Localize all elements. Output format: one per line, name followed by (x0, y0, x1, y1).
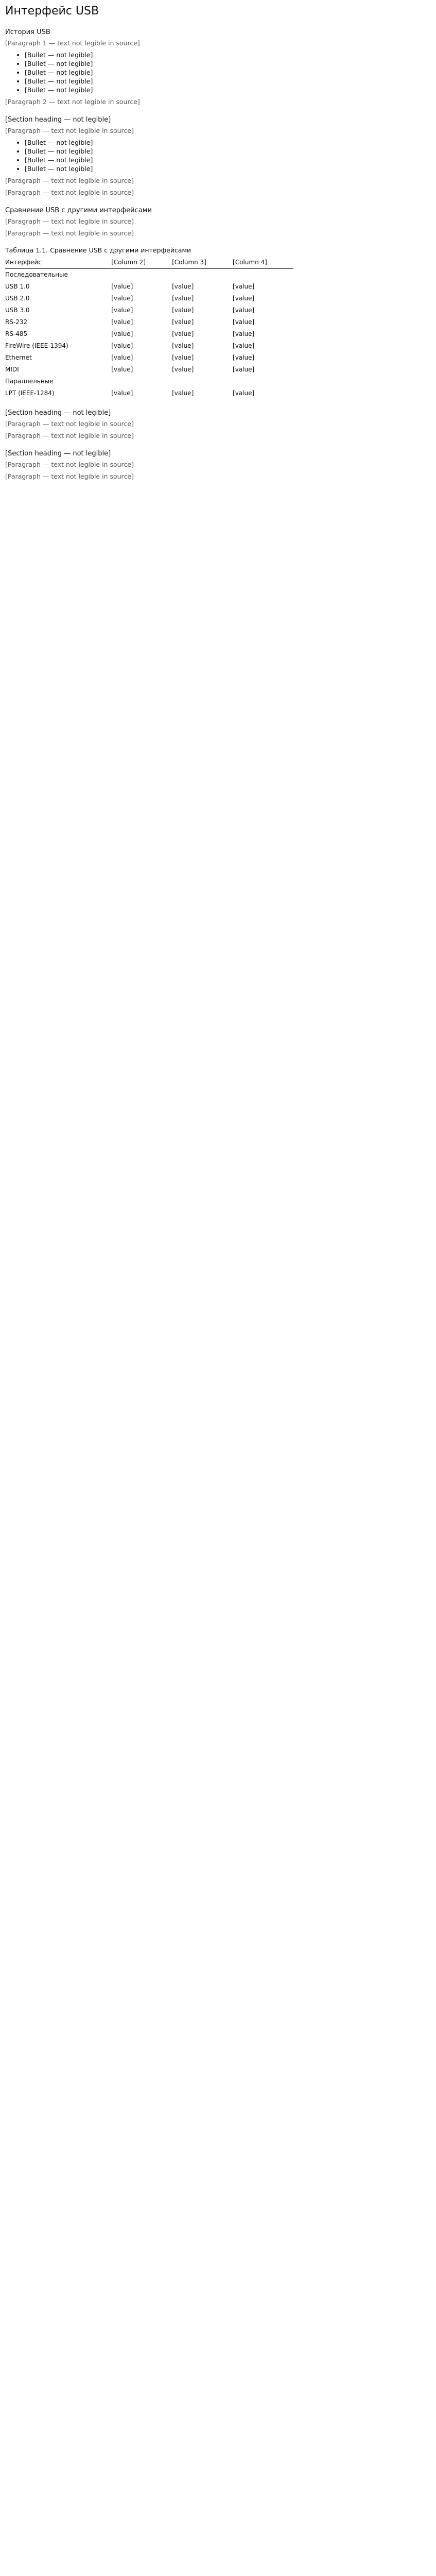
table-row (5, 281, 293, 293)
table-cell: [value] (233, 366, 255, 373)
bullet-list (5, 138, 431, 173)
paragraph: [Paragraph — text not legible in source] (5, 127, 134, 134)
table-cell: [value] (233, 283, 255, 290)
paragraph: [Paragraph — text not legible in source] (5, 189, 134, 196)
table-cell: [value] (233, 318, 255, 326)
bullet-item: • [Bullet — not legible] (25, 86, 431, 94)
table-header-cell: [Column 4] (233, 257, 293, 269)
paragraph: [Paragraph — text not legible in source] (5, 472, 134, 480)
table-row (5, 352, 293, 364)
table-cell: [value] (233, 389, 255, 397)
table-row (5, 340, 293, 352)
table-row (5, 304, 293, 316)
bullet-item: • [Bullet — not legible] (25, 50, 431, 59)
document-body (5, 28, 431, 481)
section-heading: [Section heading — not legible] (5, 409, 111, 417)
bullet-item: • [Bullet — not legible] (25, 147, 431, 156)
table-cell: FireWire (IEEE-1394) (5, 342, 68, 349)
table-cell: [value] (172, 389, 194, 397)
paragraph: [Paragraph — text not legible in source] (5, 420, 134, 428)
table-cell: [value] (111, 389, 133, 397)
table-row (5, 387, 293, 399)
bullet-item: • [Bullet — not legible] (25, 138, 431, 147)
table-cell: [value] (233, 354, 255, 361)
table-cell: [value] (233, 330, 255, 337)
table-group-label: Последовательные (5, 271, 68, 278)
table-group-row (5, 376, 293, 387)
table-cell: [value] (233, 307, 255, 314)
table-cell: Ethernet (5, 354, 32, 361)
table-header-cell: Интерфейс (5, 257, 111, 269)
bullet-item: • [Bullet — not legible] (25, 164, 431, 173)
paragraph: [Paragraph — text not legible in source] (5, 432, 134, 439)
table-cell: [value] (172, 330, 194, 337)
table-header-cell: [Column 2] (111, 257, 172, 269)
table-header-cell: [Column 3] (172, 257, 233, 269)
table-cell: [value] (172, 342, 194, 349)
table-cell: [value] (233, 342, 255, 349)
paragraph: [Paragraph — text not legible in source] (5, 461, 134, 468)
table-cell: [value] (111, 295, 133, 302)
table-cell: [value] (111, 342, 133, 349)
table-row (5, 364, 293, 376)
paragraph: [Paragraph — text not legible in source] (5, 217, 134, 225)
section-heading: [Section heading — not legible] (5, 450, 111, 457)
bullet-item: • [Bullet — not legible] (25, 59, 431, 68)
section-heading: Сравнение USB с другими интерфейсами (5, 207, 152, 214)
table-cell: [value] (111, 354, 133, 361)
comparison-table (5, 257, 293, 399)
table-cell: MIDI (5, 366, 19, 373)
bullet-item: • [Bullet — not legible] (25, 77, 431, 86)
table-cell: [value] (111, 307, 133, 314)
table-row (5, 328, 293, 340)
bullet-list (5, 50, 431, 94)
bullet-item: • [Bullet — not legible] (25, 156, 431, 164)
table-header-row (5, 257, 293, 269)
table-cell: RS-232 (5, 318, 28, 326)
bullet-item: • [Bullet — not legible] (25, 68, 431, 77)
table-cell: LPT (IEEE-1284) (5, 389, 55, 397)
section-heading: [Section heading — not legible] (5, 116, 111, 124)
paragraph: [Paragraph — text not legible in source] (5, 177, 134, 184)
table-caption: Таблица 1.1. Сравнение USB с другими интерфейсами (5, 246, 191, 254)
page-title: Интерфейс USB (5, 5, 99, 18)
table-cell: RS-485 (5, 330, 28, 337)
table-cell: [value] (172, 295, 194, 302)
table-cell: [value] (111, 318, 133, 326)
table-group-row (5, 269, 293, 281)
table-cell: [value] (111, 366, 133, 373)
paragraph: [Paragraph — text not legible in source] (5, 229, 134, 237)
table-cell: [value] (233, 295, 255, 302)
table-cell: [value] (172, 283, 194, 290)
table-cell: [value] (172, 354, 194, 361)
paragraph: [Paragraph 2 — text not legible in source] (5, 98, 140, 106)
table-group-label: Параллельные (5, 378, 54, 385)
table-cell: [value] (172, 307, 194, 314)
table-cell: [value] (111, 330, 133, 337)
table-cell: [value] (111, 283, 133, 290)
table-cell: USB 1.0 (5, 283, 30, 290)
table-row (5, 316, 293, 328)
table-cell: USB 2.0 (5, 295, 30, 302)
table-cell: [value] (172, 366, 194, 373)
table-cell: [value] (172, 318, 194, 326)
document-page (0, 0, 436, 481)
table-row (5, 293, 293, 304)
paragraph: [Paragraph 1 — text not legible in source] (5, 39, 140, 47)
table-cell: USB 3.0 (5, 307, 30, 314)
section-heading: История USB (5, 28, 50, 36)
